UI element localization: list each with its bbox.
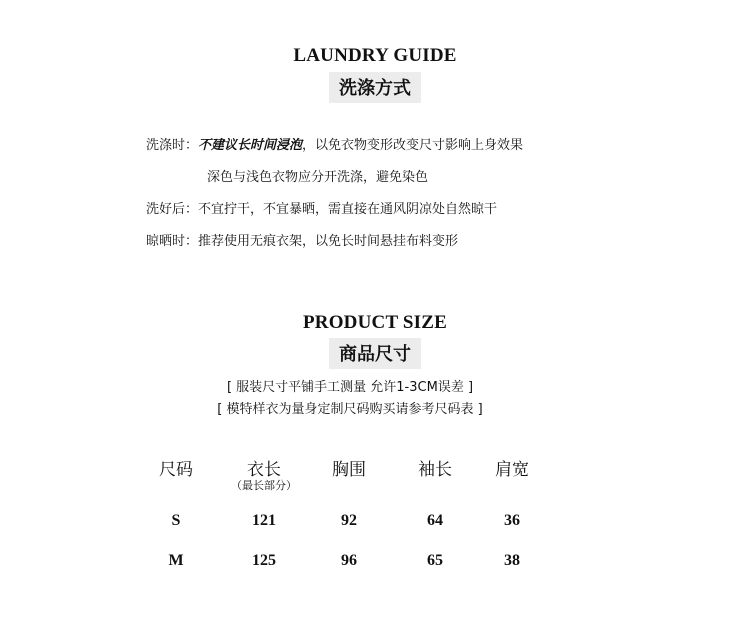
after-wash-line xyxy=(146,198,497,217)
after-wash-label: 洗好后： xyxy=(146,202,199,217)
wash-label: 洗涤时： xyxy=(146,138,199,153)
row-m-chest: 96 xyxy=(341,552,357,569)
header-sleeve: 袖长 xyxy=(418,460,452,480)
after-wash-text: 不宜拧干，不宜暴晒，需直接在通风阴凉处自然晾干 xyxy=(198,202,498,217)
header-length-note: （最长部分） xyxy=(231,479,297,492)
row-s-size: S xyxy=(171,512,181,529)
wash-emphasis: 不建议长时间浸泡 xyxy=(198,138,303,153)
header-size: 尺码 xyxy=(159,460,193,480)
row-m-sleeve: 65 xyxy=(427,552,443,569)
drying-line xyxy=(146,230,458,249)
measurement-note: [ 服装尺寸平铺手工测量 允许1-3CM误差 ] xyxy=(226,380,474,395)
row-s-shoulder: 36 xyxy=(504,512,520,529)
header-shoulder: 肩宽 xyxy=(495,460,529,480)
row-m-length: 125 xyxy=(252,552,276,569)
row-s-sleeve: 64 xyxy=(427,512,443,529)
row-m-shoulder: 38 xyxy=(504,552,520,569)
product-size-subtitle: 商品尺寸 xyxy=(329,338,421,369)
wash-instruction-line xyxy=(146,134,523,153)
laundry-guide-subtitle: 洗涤方式 xyxy=(329,72,421,103)
model-sample-note: [ 模特样衣为量身定制尺码购买请参考尺码表 ] xyxy=(217,402,483,417)
product-size-title: PRODUCT SIZE xyxy=(302,312,448,333)
header-length: 衣长 xyxy=(247,460,281,480)
drying-text: 推荐使用无痕衣架，以免长时间悬挂布料变形 xyxy=(198,234,459,249)
header-chest: 胸围 xyxy=(332,460,366,480)
drying-label: 晾晒时： xyxy=(146,234,199,249)
row-s-chest: 92 xyxy=(341,512,357,529)
laundry-guide-title: LAUNDRY GUIDE xyxy=(293,45,457,66)
wash-instruction-line-2: 深色与浅色衣物应分开洗涤，避免染色 xyxy=(207,170,429,185)
row-m-size: M xyxy=(168,552,184,569)
wash-rest: ，以免衣物变形改变尺寸影响上身效果 xyxy=(302,138,524,153)
row-s-length: 121 xyxy=(252,512,276,529)
